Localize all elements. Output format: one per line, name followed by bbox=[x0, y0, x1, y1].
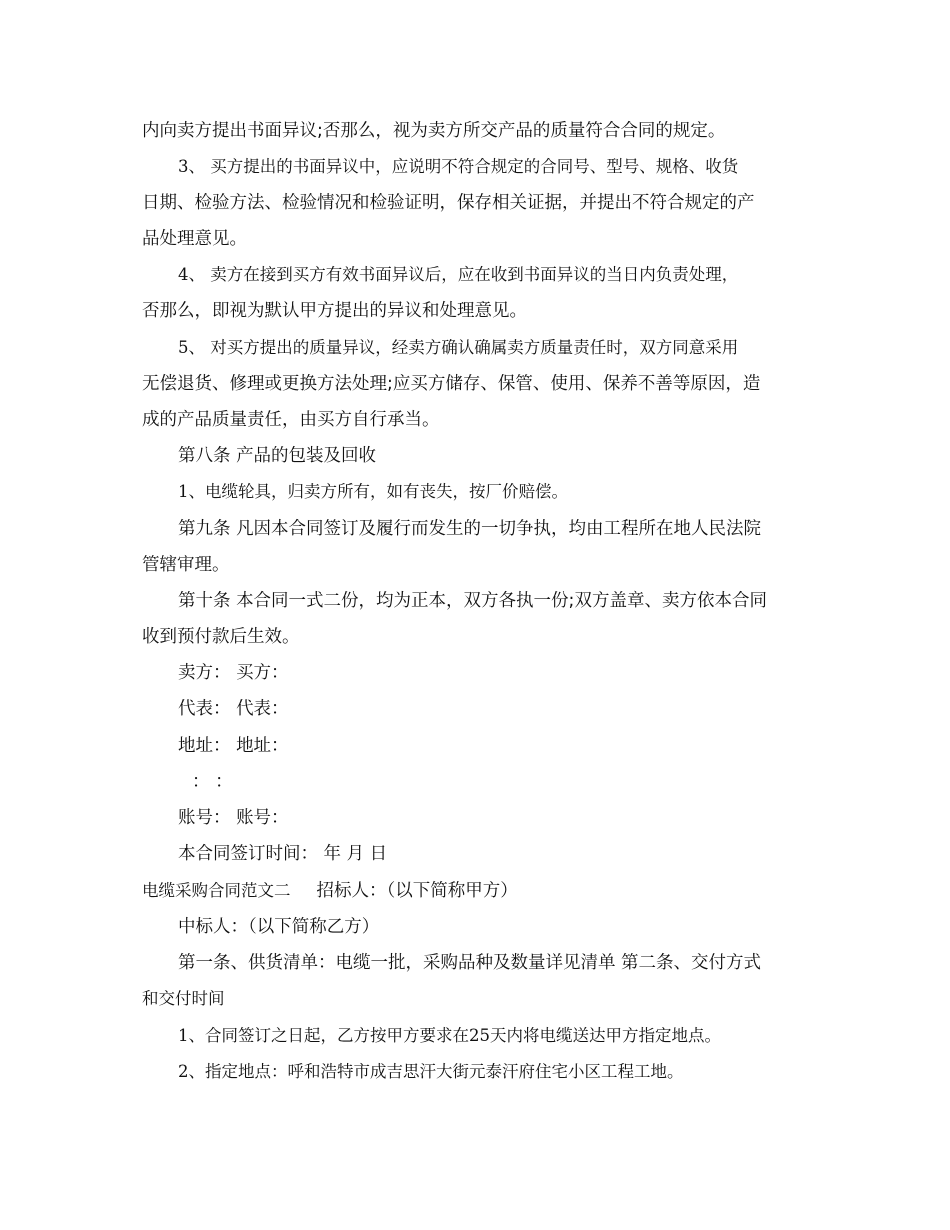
party-label: 中标人：（以下简称乙方） bbox=[178, 917, 380, 937]
paragraph-line: 5、 对买方提出的质量异议，经卖方确认确属卖方质量责任时，双方同意采用 bbox=[178, 338, 739, 357]
paragraph-line: 成的产品质量责任，由买方自行承当。 bbox=[142, 410, 440, 430]
paragraph-line: 否那么，即视为默认甲方提出的异议和处理意见。 bbox=[142, 301, 527, 321]
signature-date: 本合同签订时间： 年 月 日 bbox=[178, 844, 388, 864]
paragraph-line: 管辖审理。 bbox=[142, 555, 230, 575]
paragraph-line: 3、 买方提出的书面异议中，应说明不符合规定的合同号、型号、规格、收货 bbox=[178, 157, 739, 176]
paragraph-line: 第九条 凡因本合同签订及履行而发生的一切争执，均由工程所在地人民法院 bbox=[178, 519, 762, 539]
paragraph-line: 日期、检验方法、检验情况和检验证明，保存相关证据，并提出不符合规定的产 bbox=[142, 193, 755, 213]
paragraph-line: 第十条 本合同一式二份，均为正本，双方各执一份;双方盖章、卖方依本合同 bbox=[178, 591, 767, 611]
paragraph-line: 收到预付款后生效。 bbox=[142, 627, 300, 647]
signature-field: 卖方： 买方： bbox=[178, 663, 289, 683]
paragraph-line: 2、指定地点：呼和浩特市成吉思汗大街元泰汗府住宅小区工程工地。 bbox=[178, 1062, 684, 1081]
signature-field: ： ： bbox=[192, 772, 233, 792]
paragraph-line: 和交付时间 bbox=[142, 989, 225, 1008]
signature-field: 地址： 地址： bbox=[178, 736, 289, 756]
signature-field: 代表： 代表： bbox=[178, 699, 289, 719]
section-heading: 第八条 产品的包装及回收 bbox=[178, 446, 377, 466]
paragraph-line: 4、 卖方在接到买方有效书面异议后，应在收到书面异议的当日内负责处理， bbox=[178, 265, 739, 284]
paragraph-line: 品处理意见。 bbox=[142, 229, 247, 249]
paragraph-line bbox=[142, 878, 822, 904]
signature-field: 账号： 账号： bbox=[178, 808, 289, 828]
party-label: 招标人：（以下简称甲方） bbox=[316, 881, 518, 901]
paragraph-line: 1、电缆轮具，归卖方所有，如有丧失，按厂价赔偿。 bbox=[178, 482, 568, 501]
paragraph-line: 无偿退货、修理或更换方法处理;应买方储存、保管、使用、保养不善等原因，造 bbox=[142, 374, 761, 394]
paragraph-line: 内向卖方提出书面异议;否那么，视为卖方所交产品的质量符合合同的规定。 bbox=[142, 121, 726, 141]
paragraph-line: 1、合同签订之日起，乙方按甲方要求在25天内将电缆送达甲方指定地点。 bbox=[178, 1026, 721, 1045]
document-subtitle: 电缆采购合同范文二 bbox=[142, 881, 291, 900]
paragraph-line: 第一条、供货清单：电缆一批，采购品种及数量详见清单 第二条、交付方式 bbox=[178, 953, 762, 973]
